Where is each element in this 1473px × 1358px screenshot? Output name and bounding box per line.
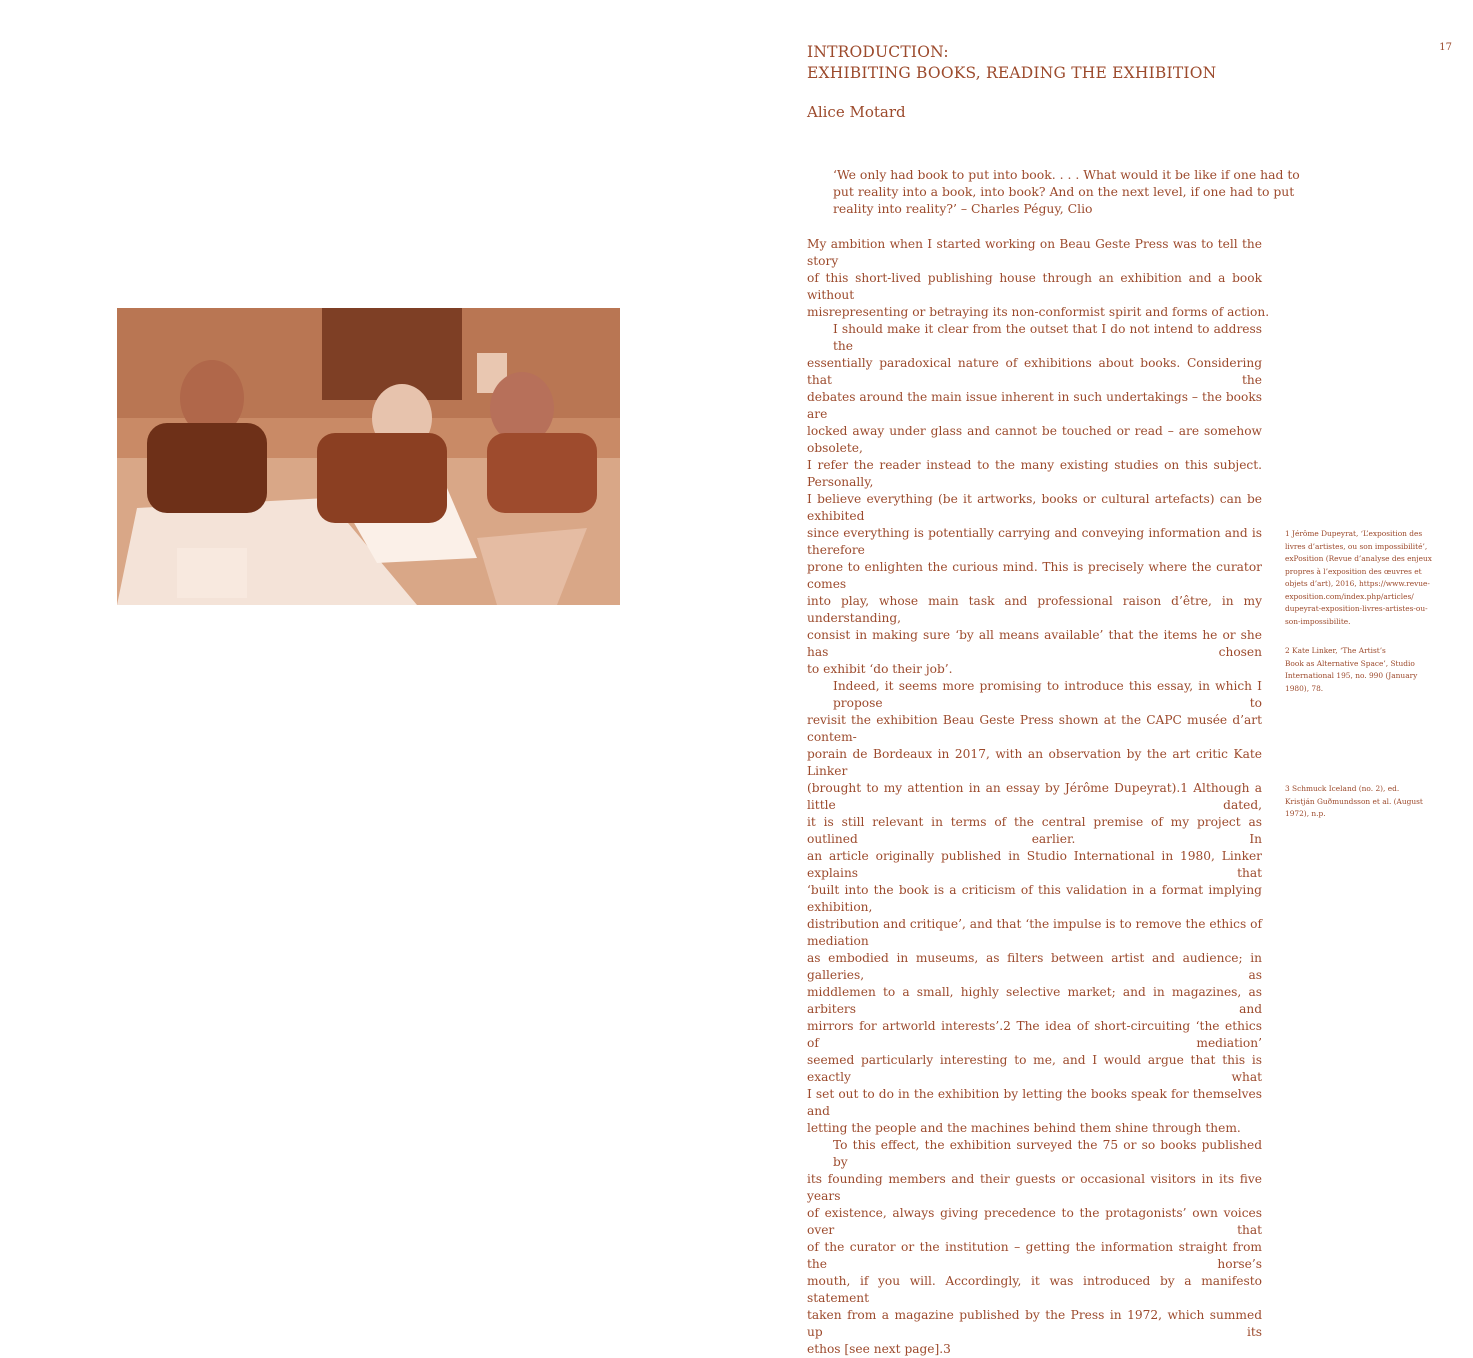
body-line: ethos [see next page].3 bbox=[807, 1342, 951, 1356]
body-line: ‘built into the book is a criticism of this validation in a format implying exhibition, bbox=[807, 883, 1262, 914]
footnote-3 bbox=[1285, 783, 1437, 821]
footnote-line: 1 Jérôme Dupeyrat, ‘L’exposition des bbox=[1285, 529, 1423, 538]
body-line: I believe everything (be it artworks, books or cultural artefacts) can be exhibited bbox=[807, 492, 1262, 523]
page-number: 17 bbox=[1439, 42, 1452, 53]
footnote-line: 1972), n.p. bbox=[1285, 809, 1326, 818]
body-line: as embodied in museums, as filters between artist and audience; in galleries, as bbox=[807, 951, 1262, 982]
body-line: an article originally published in Studio International in 1980, Linker explains that bbox=[807, 849, 1262, 880]
body-line: of the curator or the institution – getting the information straight from the horse’s bbox=[807, 1240, 1262, 1271]
footnote-line: Book as Alternative Space’, Studio bbox=[1285, 658, 1415, 668]
chapter-title bbox=[807, 42, 1216, 84]
photo-three-people-reading bbox=[117, 308, 620, 605]
epigraph-line: ‘We only had book to put into book. . . . What would it be like if one had to bbox=[833, 167, 1300, 182]
body-line: of this short-lived publishing house through an exhibition and a book without bbox=[807, 271, 1262, 302]
body-line: mirrors for artworld interests’.2 The idea of short-circuiting ‘the ethics of mediation’ bbox=[807, 1019, 1262, 1050]
body-line: its founding members and their guests or occasional visitors in its five years bbox=[807, 1172, 1262, 1203]
footnote-line: 2 Kate Linker, ‘The Artist’s bbox=[1285, 646, 1386, 655]
body-line: seemed particularly interesting to me, and I would argue that this is exactly what bbox=[807, 1053, 1262, 1084]
body-line: I set out to do in the exhibition by letting the books speak for themselves and bbox=[807, 1087, 1262, 1118]
body-line: to exhibit ‘do their job’. bbox=[807, 662, 953, 676]
body-line: since everything is potentially carrying and conveying information and is therefore bbox=[807, 526, 1262, 557]
body-line: into play, whose main task and professional raison d’être, in my understanding, bbox=[807, 594, 1262, 625]
title-line: INTRODUCTION: bbox=[807, 43, 949, 61]
body-line: essentially paradoxical nature of exhibitions about books. Considering that the bbox=[807, 356, 1262, 387]
epigraph bbox=[833, 166, 1300, 217]
footnote-line: 3 Schmuck Iceland (no. 2), ed. bbox=[1285, 784, 1400, 793]
body-line: it is still relevant in terms of the central premise of my project as outlined earlier. In bbox=[807, 815, 1262, 846]
footnote-line: 1980), 78. bbox=[1285, 683, 1324, 693]
body-line: mouth, if you will. Accordingly, it was introduced by a manifesto statement bbox=[807, 1274, 1262, 1305]
epigraph-line: reality into reality?’ – Charles Péguy, Clio bbox=[833, 201, 1093, 216]
body-line: distribution and critique’, and that ‘the impulse is to remove the ethics of mediation bbox=[807, 917, 1262, 948]
body-line: prone to enlighten the curious mind. This is precisely where the curator comes bbox=[807, 560, 1262, 591]
footnote-line: livres d’artistes, ou son impossibilité’, bbox=[1285, 541, 1428, 551]
body-line: My ambition when I started working on Beau Geste Press was to tell the story bbox=[807, 237, 1262, 268]
body-line: revisit the exhibition Beau Geste Press shown at the CAPC musée d’art contem- bbox=[807, 713, 1262, 744]
body-line: middlemen to a small, highly selective market; and in magazines, as arbiters and bbox=[807, 985, 1262, 1016]
body-line: debates around the main issue inherent in such undertakings – the books are bbox=[807, 390, 1262, 421]
epigraph-line: put reality into a book, into book? And on the next level, if one had to put bbox=[833, 184, 1295, 199]
body-line: porain de Bordeaux in 2017, with an observation by the art critic Kate Linker bbox=[807, 747, 1262, 778]
footnote-line: International 195, no. 990 (January bbox=[1285, 671, 1418, 680]
body-text bbox=[807, 236, 1270, 1358]
body-line: locked away under glass and cannot be touched or read – are somehow obsolete, bbox=[807, 424, 1262, 455]
body-line: misrepresenting or betraying its non-conformist spirit and forms of action. bbox=[807, 305, 1270, 319]
footnote-2 bbox=[1285, 645, 1437, 695]
body-line: I refer the reader instead to the many existing studies on this subject. Personally, bbox=[807, 458, 1262, 489]
footnote-line: Kristján Guðmundsson et al. (August bbox=[1285, 796, 1423, 806]
body-line: letting the people and the machines behind them shine through them. bbox=[807, 1121, 1241, 1135]
footnote-1 bbox=[1285, 528, 1437, 628]
body-line: Indeed, it seems more promising to introduce this essay, in which I propose to bbox=[833, 679, 1262, 710]
body-line: consist in making sure ‘by all means available’ that the items he or she has chosen bbox=[807, 628, 1262, 659]
footnote-line: dupeyrat-exposition-livres-artistes-ou- bbox=[1285, 604, 1428, 613]
body-line: (brought to my attention in an essay by Jérôme Dupeyrat).1 Although a little dated, bbox=[807, 781, 1262, 812]
author-name: Alice Motard bbox=[807, 103, 906, 121]
footnote-line: exPosition (Revue d’analyse des enjeux bbox=[1285, 554, 1432, 563]
body-line: of existence, always giving precedence to the protagonists’ own voices over that bbox=[807, 1206, 1262, 1237]
footnote-line: son-impossibilite. bbox=[1285, 616, 1351, 626]
body-line: To this effect, the exhibition surveyed the 75 or so books published by bbox=[833, 1138, 1262, 1169]
body-line: I should make it clear from the outset that I do not intend to address the bbox=[833, 322, 1262, 353]
footnote-line: exposition.com/index.php/articles/ bbox=[1285, 591, 1414, 601]
title-line: EXHIBITING BOOKS, READING THE EXHIBITION bbox=[807, 64, 1217, 82]
body-line: taken from a magazine published by the Press in 1972, which summed up its bbox=[807, 1308, 1262, 1339]
footnote-line: objets d’art), 2016, https://www.revue- bbox=[1285, 579, 1430, 588]
footnote-line: propres à l’exposition des œuvres et bbox=[1285, 566, 1422, 576]
